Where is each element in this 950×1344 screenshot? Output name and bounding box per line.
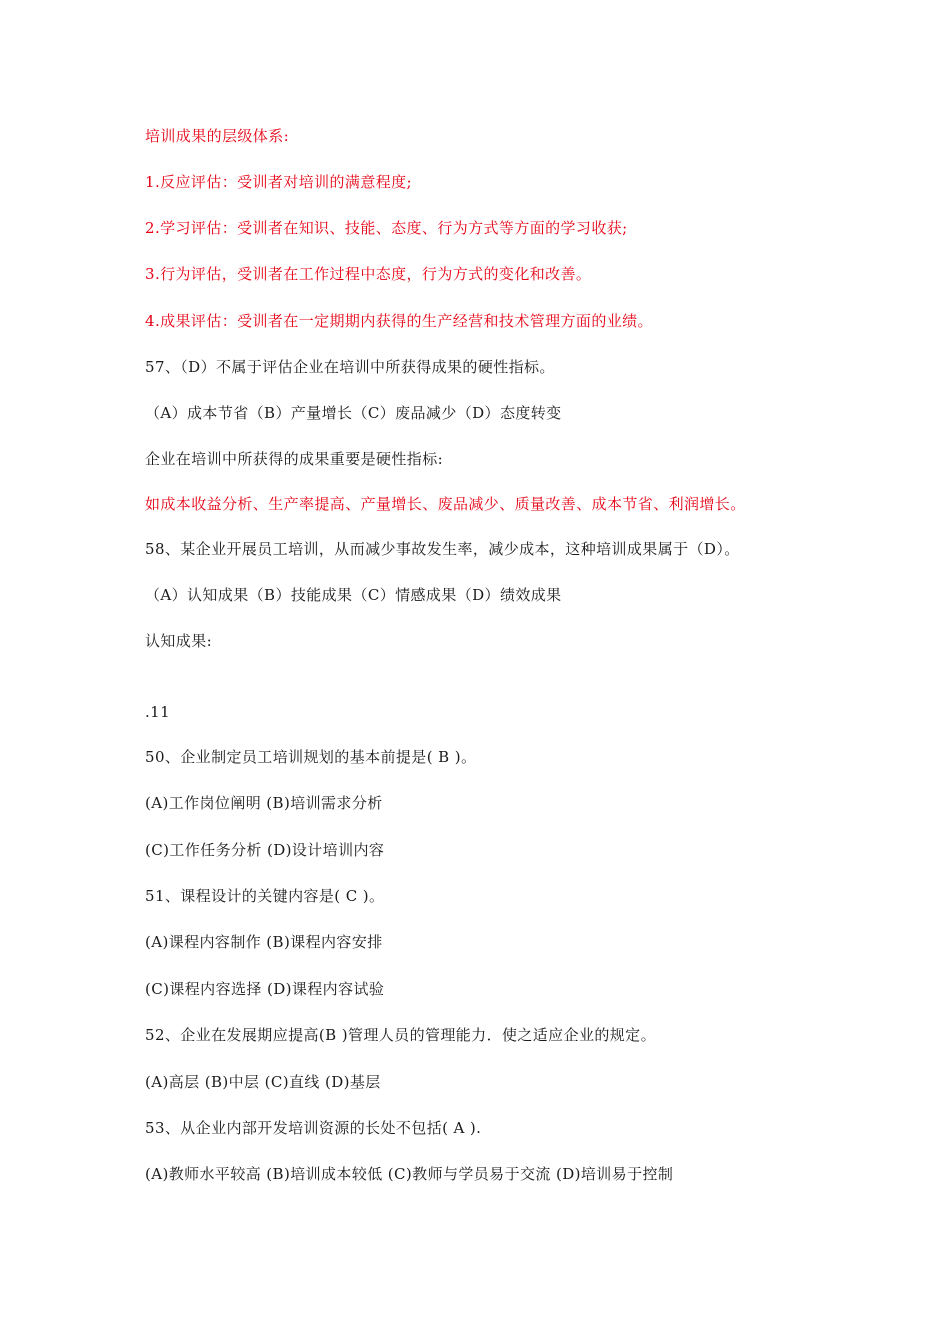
section-marker: .11 <box>145 703 171 721</box>
question-51: 51、课程设计的关键内容是( C )。 <box>145 887 385 905</box>
question-53-options: (A)教师水平较高 (B)培训成本较低 (C)教师与学员易于交流 (D)培训易于控制 <box>145 1165 674 1183</box>
level-2-learning-evaluation: 2.学习评估：受训者在知识、技能、态度、行为方式等方面的学习收获; <box>145 219 628 237</box>
hard-indicators-heading: 企业在培训中所获得的成果重要是硬性指标: <box>145 450 444 468</box>
question-50-options-ab: (A)工作岗位阐明 (B)培训需求分析 <box>145 794 383 812</box>
level-1-reaction-evaluation: 1.反应评估：受训者对培训的满意程度; <box>145 173 412 191</box>
question-52-options: (A)高层 (B)中层 (C)直线 (D)基层 <box>145 1073 381 1091</box>
cognitive-results-heading: 认知成果: <box>145 632 213 650</box>
question-57: 57、（D）不属于评估企业在培训中所获得成果的硬性指标。 <box>145 358 555 376</box>
question-51-options-cd: (C)课程内容选择 (D)课程内容试验 <box>145 980 385 998</box>
question-50: 50、企业制定员工培训规划的基本前提是( B )。 <box>145 748 477 766</box>
question-50-options-cd: (C)工作任务分析 (D)设计培训内容 <box>145 841 385 859</box>
section-heading-training-result-levels: 培训成果的层级体系: <box>145 127 290 145</box>
hard-indicators-list: 如成本收益分析、生产率提高、产量增长、废品减少、质量改善、成本节省、利润增长。 <box>145 495 746 513</box>
question-57-options: （A）成本节省（B）产量增长（C）废品减少（D）态度转变 <box>145 404 562 422</box>
level-4-result-evaluation: 4.成果评估：受训者在一定期期内获得的生产经营和技术管理方面的业绩。 <box>145 312 653 330</box>
question-58-options: （A）认知成果（B）技能成果（C）情感成果（D）绩效成果 <box>145 586 562 604</box>
question-53: 53、从企业内部开发培训资源的长处不包括( A ). <box>145 1119 482 1137</box>
question-51-options-ab: (A)课程内容制作 (B)课程内容安排 <box>145 933 383 951</box>
question-52: 52、企业在发展期应提高(B )管理人员的管理能力．使之适应企业的规定。 <box>145 1026 656 1044</box>
question-58: 58、某企业开展员工培训，从而减少事故发生率，减少成本，这种培训成果属于（D）。 <box>145 540 740 558</box>
level-3-behavior-evaluation: 3.行为评估，受训者在工作过程中态度，行为方式的变化和改善。 <box>145 265 592 283</box>
